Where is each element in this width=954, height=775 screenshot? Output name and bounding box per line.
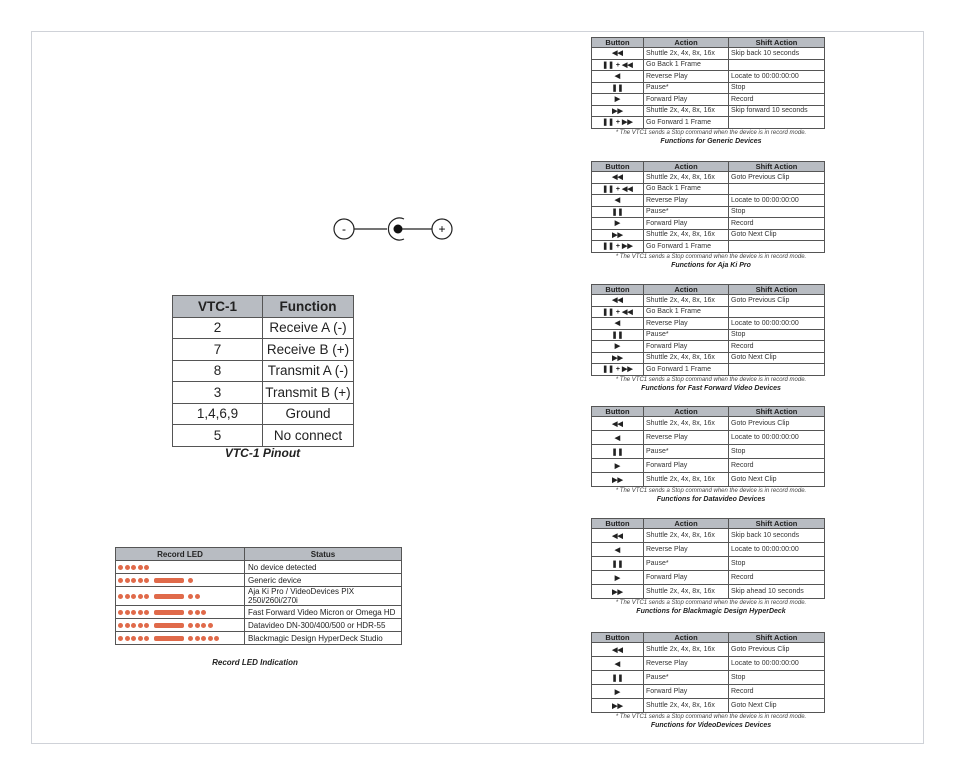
shift-action-cell: Record <box>729 571 825 585</box>
action-cell: Reverse Play <box>644 431 729 445</box>
action-cell: Pause* <box>644 445 729 459</box>
shift-action-cell: Goto Next Clip <box>729 352 825 364</box>
shift-action-cell: Goto Previous Clip <box>729 643 825 657</box>
button-icon: ◀◀ <box>592 643 644 657</box>
led-pattern-icon <box>118 574 242 586</box>
device-table-block <box>591 161 831 270</box>
device-table-caption: Functions for Blackmagic Design HyperDeck <box>636 608 786 615</box>
led-dot <box>201 610 206 615</box>
action-cell: Go Back 1 Frame <box>644 59 729 71</box>
led-dot <box>131 636 136 641</box>
shift-action-cell: Locate to 00:00:00:00 <box>729 431 825 445</box>
pinout-caption: VTC-1 Pinout <box>224 446 301 460</box>
shift-action-cell: Skip back 10 seconds <box>729 48 825 60</box>
device-header-button: Button <box>592 38 644 48</box>
record-mode-note: * The VTC1 sends a Stop command when the device is in record mode. <box>615 129 807 136</box>
led-dot <box>195 623 200 628</box>
led-pattern <box>116 587 245 606</box>
record-led-table <box>115 547 402 645</box>
shift-action-cell: Stop <box>729 329 825 341</box>
pinout-header-vtc: VTC-1 <box>173 296 263 318</box>
led-dot <box>188 636 193 641</box>
device-function-table <box>591 518 825 599</box>
led-bar <box>154 636 184 641</box>
led-caption: Record LED Indication <box>212 658 298 667</box>
led-dot <box>138 610 143 615</box>
device-table-row <box>592 445 825 459</box>
device-table-caption: Functions for Fast Forward Video Devices <box>641 384 781 392</box>
pinout-pin: 1,4,6,9 <box>173 403 263 425</box>
shift-action-cell: Goto Next Clip <box>729 229 825 241</box>
device-table-row <box>592 295 825 307</box>
button-icon: ❚❚ <box>592 445 644 459</box>
shift-action-cell: Skip forward 10 seconds <box>729 105 825 117</box>
action-cell: Pause* <box>644 206 729 218</box>
button-icon: ◀◀ <box>592 172 644 184</box>
led-dot <box>138 623 143 628</box>
shift-action-cell: Locate to 00:00:00:00 <box>729 318 825 330</box>
action-cell: Pause* <box>644 82 729 94</box>
device-table-block <box>591 284 831 393</box>
action-cell: Shuttle 2x, 4x, 8x, 16x <box>644 643 729 657</box>
led-status: Fast Forward Video Micron or Omega HD <box>245 606 402 619</box>
device-table-row <box>592 82 825 94</box>
device-header-action: Action <box>644 162 729 172</box>
shift-action-cell <box>729 306 825 318</box>
pinout-header-function: Function <box>263 296 354 318</box>
action-cell: Forward Play <box>644 341 729 353</box>
pinout-table <box>172 295 354 447</box>
action-cell: Go Forward 1 Frame <box>644 241 729 253</box>
button-icon: ◀ <box>592 431 644 445</box>
led-row <box>116 561 402 574</box>
button-icon: ▶▶ <box>592 105 644 117</box>
led-dot <box>188 623 193 628</box>
action-cell: Reverse Play <box>644 318 729 330</box>
device-table-block <box>591 518 831 616</box>
shift-action-cell <box>729 241 825 253</box>
led-dot <box>131 610 136 615</box>
led-bar <box>154 594 184 599</box>
button-icon: ❚❚ + ▶▶ <box>592 117 644 129</box>
led-dot <box>125 610 130 615</box>
led-dot <box>131 623 136 628</box>
led-dot <box>214 636 219 641</box>
led-dot <box>144 578 149 583</box>
led-pattern-icon <box>118 632 242 644</box>
device-table-row <box>592 117 825 129</box>
button-icon: ❚❚ <box>592 206 644 218</box>
button-icon: ▶ <box>592 218 644 230</box>
shift-action-cell: Locate to 00:00:00:00 <box>729 543 825 557</box>
shift-action-cell: Stop <box>729 82 825 94</box>
button-icon: ❚❚ <box>592 557 644 571</box>
device-table-row <box>592 699 825 713</box>
shift-action-cell: Locate to 00:00:00:00 <box>729 657 825 671</box>
button-icon: ▶▶ <box>592 585 644 599</box>
pinout-function: Transmit B (+) <box>263 382 354 404</box>
device-header-action: Action <box>644 38 729 48</box>
record-mode-note: * The VTC1 sends a Stop command when the device is in record mode. <box>615 488 807 494</box>
pinout-function: Transmit A (-) <box>263 360 354 382</box>
pinout-row <box>173 403 354 425</box>
led-dot <box>125 636 130 641</box>
record-mode-note: * The VTC1 sends a Stop command when the device is in record mode. <box>615 600 807 606</box>
pinout-pin: 3 <box>173 382 263 404</box>
device-table-row <box>592 306 825 318</box>
action-cell: Forward Play <box>644 218 729 230</box>
button-icon: ▶▶ <box>592 473 644 487</box>
button-icon: ▶▶ <box>592 352 644 364</box>
led-dot <box>208 636 213 641</box>
button-icon: ❚❚ + ▶▶ <box>592 241 644 253</box>
device-header-action: Action <box>644 285 729 295</box>
device-header-action: Action <box>644 633 729 643</box>
pinout-pin: 2 <box>173 317 263 339</box>
device-header-action: Action <box>644 519 729 529</box>
pinout-function: Receive A (-) <box>263 317 354 339</box>
led-row <box>116 606 402 619</box>
led-pattern <box>116 619 245 632</box>
device-table-row <box>592 529 825 543</box>
pinout-pin: 8 <box>173 360 263 382</box>
device-header-button: Button <box>592 407 644 417</box>
action-cell: Shuttle 2x, 4x, 8x, 16x <box>644 229 729 241</box>
device-table-row <box>592 48 825 60</box>
led-pattern-icon <box>118 561 242 573</box>
shift-action-cell: Skip back 10 seconds <box>729 529 825 543</box>
button-icon: ◀◀ <box>592 48 644 60</box>
led-pattern-icon <box>118 606 242 618</box>
device-function-table <box>591 284 825 376</box>
button-icon: ◀◀ <box>592 295 644 307</box>
led-dot <box>118 610 123 615</box>
led-dot <box>208 623 213 628</box>
button-icon: ❚❚ <box>592 329 644 341</box>
device-table-caption: Functions for VideoDevices Devices <box>650 722 772 729</box>
led-dot <box>144 610 149 615</box>
led-dot <box>144 594 149 599</box>
device-table-row <box>592 571 825 585</box>
shift-action-cell: Record <box>729 341 825 353</box>
led-header-record: Record LED <box>116 548 245 561</box>
action-cell: Shuttle 2x, 4x, 8x, 16x <box>644 352 729 364</box>
device-table-row <box>592 543 825 557</box>
action-cell: Shuttle 2x, 4x, 8x, 16x <box>644 295 729 307</box>
led-dot <box>138 578 143 583</box>
device-table-row <box>592 341 825 353</box>
shift-action-cell <box>729 117 825 129</box>
device-header-action: Action <box>644 407 729 417</box>
action-cell: Go Back 1 Frame <box>644 183 729 195</box>
shift-action-cell <box>729 183 825 195</box>
led-dot <box>118 623 123 628</box>
device-table-caption: Functions for Aja Ki Pro <box>671 261 751 269</box>
led-row <box>116 574 402 587</box>
led-header-status: Status <box>245 548 402 561</box>
device-header-shift: Shift Action <box>729 407 825 417</box>
device-table-row <box>592 352 825 364</box>
action-cell: Reverse Play <box>644 71 729 83</box>
action-cell: Pause* <box>644 671 729 685</box>
shift-action-cell: Locate to 00:00:00:00 <box>729 195 825 207</box>
device-table-header <box>592 519 825 529</box>
device-table-header <box>592 285 825 295</box>
pinout-row <box>173 317 354 339</box>
device-function-table <box>591 37 825 129</box>
button-icon: ◀◀ <box>592 417 644 431</box>
polarity-minus-label: - <box>342 222 346 236</box>
device-table-row <box>592 417 825 431</box>
led-bar <box>154 610 184 615</box>
led-dot <box>195 594 200 599</box>
device-header-button: Button <box>592 285 644 295</box>
device-header-shift: Shift Action <box>729 38 825 48</box>
button-icon: ▶ <box>592 571 644 585</box>
shift-action-cell: Record <box>729 685 825 699</box>
led-dot <box>201 636 206 641</box>
button-icon: ❚❚ + ▶▶ <box>592 364 644 376</box>
button-icon: ◀◀ <box>592 529 644 543</box>
action-cell: Shuttle 2x, 4x, 8x, 16x <box>644 699 729 713</box>
shift-action-cell <box>729 364 825 376</box>
led-dot <box>138 594 143 599</box>
device-table-row <box>592 229 825 241</box>
device-header-shift: Shift Action <box>729 633 825 643</box>
led-dot <box>195 636 200 641</box>
pinout-pin: 7 <box>173 339 263 361</box>
led-dot <box>125 578 130 583</box>
pinout-function: Receive B (+) <box>263 339 354 361</box>
action-cell: Go Back 1 Frame <box>644 306 729 318</box>
record-mode-note: * The VTC1 sends a Stop command when the device is in record mode. <box>615 714 807 720</box>
action-cell: Pause* <box>644 557 729 571</box>
action-cell: Shuttle 2x, 4x, 8x, 16x <box>644 473 729 487</box>
device-table-header <box>592 633 825 643</box>
shift-action-cell: Record <box>729 94 825 106</box>
led-row <box>116 632 402 645</box>
led-pattern <box>116 561 245 574</box>
led-dot <box>188 610 193 615</box>
led-dot <box>118 636 123 641</box>
device-table-row <box>592 473 825 487</box>
led-status: Blackmagic Design HyperDeck Studio <box>245 632 402 645</box>
led-pattern <box>116 632 245 645</box>
polarity-symbol-icon <box>332 214 456 244</box>
action-cell: Forward Play <box>644 94 729 106</box>
button-icon: ▶ <box>592 341 644 353</box>
device-table-header <box>592 38 825 48</box>
led-pattern <box>116 574 245 587</box>
device-table-row <box>592 183 825 195</box>
device-table-row <box>592 557 825 571</box>
device-table-row <box>592 241 825 253</box>
device-table-row <box>592 671 825 685</box>
led-dot <box>144 636 149 641</box>
led-dot <box>144 623 149 628</box>
button-icon: ▶ <box>592 685 644 699</box>
shift-action-cell: Stop <box>729 445 825 459</box>
led-dot <box>138 636 143 641</box>
led-dot <box>118 578 123 583</box>
device-header-button: Button <box>592 162 644 172</box>
action-cell: Shuttle 2x, 4x, 8x, 16x <box>644 48 729 60</box>
device-table-row <box>592 459 825 473</box>
shift-action-cell: Goto Previous Clip <box>729 295 825 307</box>
led-bar <box>154 578 184 583</box>
button-icon: ◀ <box>592 195 644 207</box>
led-dot <box>131 594 136 599</box>
led-pattern-icon <box>118 590 242 602</box>
device-table-row <box>592 195 825 207</box>
button-icon: ◀ <box>592 71 644 83</box>
device-table-block <box>591 37 831 146</box>
action-cell: Shuttle 2x, 4x, 8x, 16x <box>644 172 729 184</box>
device-table-caption: Functions for Generic Devices <box>660 137 762 145</box>
record-mode-note: * The VTC1 sends a Stop command when the device is in record mode. <box>615 253 807 260</box>
button-icon: ❚❚ <box>592 671 644 685</box>
device-table-caption: Functions for Datavideo Devices <box>656 496 766 503</box>
pinout-function: Ground <box>263 403 354 425</box>
action-cell: Reverse Play <box>644 543 729 557</box>
button-icon: ❚❚ + ◀◀ <box>592 306 644 318</box>
device-table-row <box>592 685 825 699</box>
device-header-button: Button <box>592 519 644 529</box>
device-table-row <box>592 71 825 83</box>
button-icon: ◀ <box>592 318 644 330</box>
device-table-header <box>592 162 825 172</box>
led-status: Aja Ki Pro / VideoDevices PIX 250i/260i/270i <box>245 587 402 606</box>
led-dot <box>144 565 149 570</box>
device-table-row <box>592 206 825 218</box>
pinout-row <box>173 360 354 382</box>
shift-action-cell: Goto Previous Clip <box>729 172 825 184</box>
device-table-row <box>592 329 825 341</box>
pinout-pin: 5 <box>173 425 263 447</box>
shift-action-cell: Stop <box>729 557 825 571</box>
shift-action-cell: Locate to 00:00:00:00 <box>729 71 825 83</box>
led-status: Generic device <box>245 574 402 587</box>
button-icon: ▶▶ <box>592 229 644 241</box>
pinout-row <box>173 382 354 404</box>
device-table-row <box>592 431 825 445</box>
device-table-row <box>592 643 825 657</box>
led-pattern <box>116 606 245 619</box>
shift-action-cell: Goto Previous Clip <box>729 417 825 431</box>
button-icon: ▶▶ <box>592 699 644 713</box>
led-dot <box>131 578 136 583</box>
led-dot <box>138 565 143 570</box>
button-icon: ▶ <box>592 459 644 473</box>
led-row <box>116 619 402 632</box>
action-cell: Shuttle 2x, 4x, 8x, 16x <box>644 417 729 431</box>
device-header-shift: Shift Action <box>729 285 825 295</box>
device-function-table <box>591 406 825 487</box>
led-dot <box>131 565 136 570</box>
action-cell: Shuttle 2x, 4x, 8x, 16x <box>644 105 729 117</box>
device-table-block <box>591 632 831 730</box>
shift-action-cell: Goto Next Clip <box>729 473 825 487</box>
device-table-row <box>592 59 825 71</box>
action-cell: Go Forward 1 Frame <box>644 364 729 376</box>
led-dot <box>188 594 193 599</box>
device-table-row <box>592 172 825 184</box>
action-cell: Pause* <box>644 329 729 341</box>
device-function-table <box>591 161 825 253</box>
button-icon: ◀ <box>592 657 644 671</box>
shift-action-cell: Goto Next Clip <box>729 699 825 713</box>
pinout-row <box>173 425 354 447</box>
led-status: Datavideo DN-300/400/500 or HDR-55 <box>245 619 402 632</box>
shift-action-cell: Skip ahead 10 seconds <box>729 585 825 599</box>
action-cell: Shuttle 2x, 4x, 8x, 16x <box>644 529 729 543</box>
led-dot <box>118 565 123 570</box>
device-table-row <box>592 105 825 117</box>
action-cell: Forward Play <box>644 571 729 585</box>
device-function-table <box>591 632 825 713</box>
button-icon: ❚❚ + ◀◀ <box>592 183 644 195</box>
action-cell: Go Forward 1 Frame <box>644 117 729 129</box>
led-dot <box>195 610 200 615</box>
led-bar <box>154 623 184 628</box>
led-status: No device detected <box>245 561 402 574</box>
action-cell: Reverse Play <box>644 657 729 671</box>
device-table-row <box>592 585 825 599</box>
led-dot <box>118 594 123 599</box>
shift-action-cell: Stop <box>729 671 825 685</box>
device-header-button: Button <box>592 633 644 643</box>
action-cell: Forward Play <box>644 459 729 473</box>
button-icon: ❚❚ <box>592 82 644 94</box>
button-icon: ❚❚ + ◀◀ <box>592 59 644 71</box>
polarity-plus-label: + <box>438 222 446 236</box>
device-table-block <box>591 406 831 504</box>
pinout-row <box>173 339 354 361</box>
shift-action-cell: Stop <box>729 206 825 218</box>
led-dot <box>125 623 130 628</box>
shift-action-cell: Record <box>729 459 825 473</box>
pinout-function: No connect <box>263 425 354 447</box>
device-header-shift: Shift Action <box>729 162 825 172</box>
record-mode-note: * The VTC1 sends a Stop command when the device is in record mode. <box>615 376 807 383</box>
led-dot <box>125 565 130 570</box>
led-dot <box>188 578 193 583</box>
action-cell: Reverse Play <box>644 195 729 207</box>
action-cell: Shuttle 2x, 4x, 8x, 16x <box>644 585 729 599</box>
device-header-shift: Shift Action <box>729 519 825 529</box>
device-table-row <box>592 218 825 230</box>
led-pattern-icon <box>118 619 242 631</box>
shift-action-cell <box>729 59 825 71</box>
led-dot <box>125 594 130 599</box>
device-table-row <box>592 364 825 376</box>
led-dot <box>201 623 206 628</box>
led-row <box>116 587 402 606</box>
device-table-row <box>592 94 825 106</box>
device-table-header <box>592 407 825 417</box>
action-cell: Forward Play <box>644 685 729 699</box>
button-icon: ▶ <box>592 94 644 106</box>
button-icon: ◀ <box>592 543 644 557</box>
shift-action-cell: Record <box>729 218 825 230</box>
device-table-row <box>592 318 825 330</box>
device-table-row <box>592 657 825 671</box>
